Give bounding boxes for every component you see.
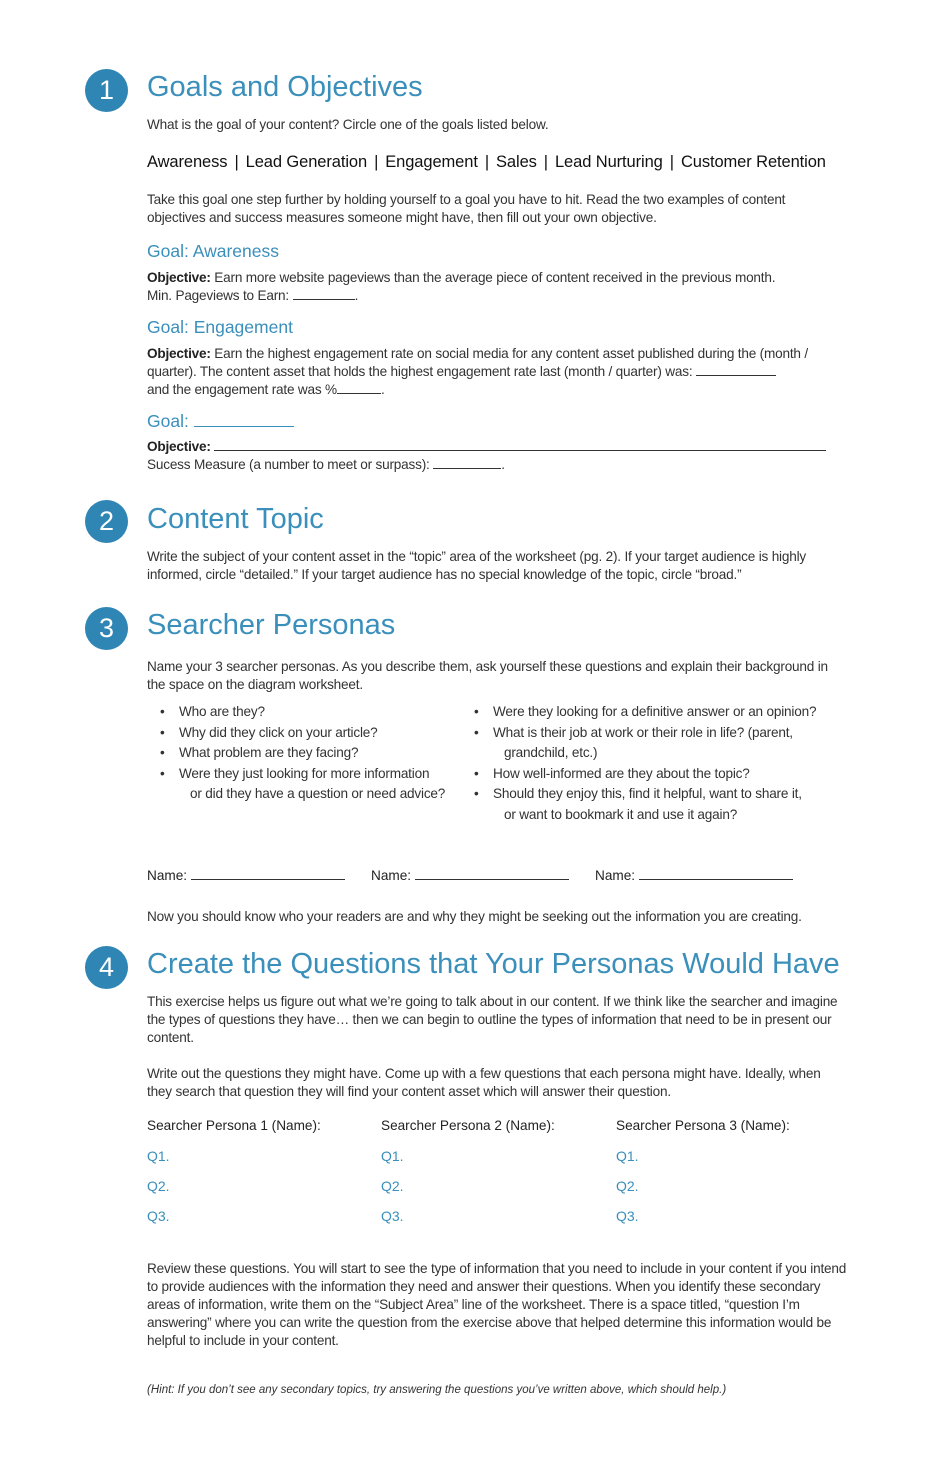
rate-blank[interactable] bbox=[337, 381, 381, 394]
question-label[interactable]: Q3. bbox=[381, 1208, 404, 1224]
hint-text: (Hint: If you don’t see any secondary topics, try answering the questions you’ve written above, which should help.) bbox=[147, 1384, 727, 1396]
goal-option[interactable]: Customer Retention bbox=[680, 153, 826, 171]
persona-name-2: Name: bbox=[371, 867, 569, 883]
content-topic-text: Write the subject of your content asset in the “topic” area of the worksheet (pg. 2). If your target audience is highly informed, circle “detailed.” If your target audience has no special knowledge of the topic, circle “broad.” bbox=[147, 549, 807, 582]
objective-text: Earn more website pageviews than the average piece of content received in the previous month. bbox=[210, 270, 776, 285]
list-item: • Should they enjoy this, find it helpful, want to share it, or want to bookmark it and use it again? bbox=[461, 784, 846, 825]
objective-text: Earn the highest engagement rate on social media for any content asset published during the (month / quarter). The content asset that holds the highest engagement rate last (month / quarter) was: bbox=[147, 346, 808, 379]
list-item: • What is their job at work or their role in life? (parent, grandchild, etc.) bbox=[461, 723, 846, 764]
question-label[interactable]: Q2. bbox=[147, 1178, 170, 1194]
success-measure-label: Sucess Measure (a number to meet or surpass): bbox=[147, 457, 430, 472]
persona-name-blank[interactable] bbox=[639, 867, 793, 880]
section-1-title: Goals and Objectives bbox=[147, 71, 423, 103]
example-awareness-objective: Objective: Earn more website pageviews than the average piece of content received in the previous month. Min. Pageviews to Earn: . bbox=[147, 270, 776, 303]
section-2-title: Content Topic bbox=[147, 503, 324, 535]
questions-para-1: This exercise helps us figure out what we’re going to talk about in our content. If we think like the searcher and imagine the types of questions they have… then we can begin to outline the types of information that need to be in present our content. bbox=[147, 994, 838, 1045]
list-item: • What problem are they facing? bbox=[147, 743, 467, 764]
goal-options bbox=[147, 153, 826, 172]
example-engagement-objective: Objective: Earn the highest engagement rate on social media for any content asset published during the (month / quarter). The content asset that holds the highest engagement rate last (month / quarter) was: and the engagement rate was % . bbox=[147, 346, 808, 397]
list-item: • Were they looking for a definitive answer or an opinion? bbox=[461, 702, 846, 723]
question-label[interactable]: Q3. bbox=[616, 1208, 639, 1224]
objective-label: Objective: bbox=[147, 270, 211, 285]
goals-instructions: Take this goal one step further by holding yourself to a goal you have to hit. Read the two examples of content objectives and success measures someone might have, then fill out your own objective. bbox=[147, 192, 786, 225]
section-3-title: Searcher Personas bbox=[147, 609, 396, 641]
question-label[interactable]: Q2. bbox=[616, 1178, 639, 1194]
question-label[interactable]: Q1. bbox=[147, 1148, 170, 1164]
section-1-number: 1 bbox=[85, 69, 128, 112]
goal-separator: | bbox=[234, 153, 239, 171]
success-measure-blank[interactable] bbox=[433, 456, 501, 469]
goal-option[interactable]: Awareness bbox=[147, 153, 228, 171]
personas-outro: Now you should know who your readers are and why they might be seeking out the information you are creating. bbox=[147, 909, 802, 924]
persona-1-heading: Searcher Persona 1 (Name): bbox=[147, 1118, 321, 1133]
list-item: • Were they just looking for more information or did they have a question or need advice? bbox=[147, 764, 467, 805]
own-goal-heading bbox=[147, 410, 294, 432]
personas-intro: Name your 3 searcher personas. As you describe them, ask yourself these questions and explain their background in the space on the diagram worksheet. bbox=[147, 659, 828, 692]
goal-option[interactable]: Sales bbox=[496, 153, 537, 171]
goal-separator: | bbox=[543, 153, 548, 171]
question-label[interactable]: Q3. bbox=[147, 1208, 170, 1224]
list-item: • How well-informed are they about the topic? bbox=[461, 764, 846, 785]
section-4-title: Create the Questions that Your Personas Would Have bbox=[147, 948, 840, 980]
goal-option[interactable]: Engagement bbox=[385, 153, 478, 171]
review-text: Review these questions. You will start to see the type of information that you need to include in your content if you intend to provide audiences with the information they need and answer their questions. When you identify these secondary areas of information, write them on the “Subject Area” line of the worksheet. There is a space titled, “question I’m answering” where you can write the question from the exercise above that helped determine this information would be helpful to include in your content. bbox=[147, 1261, 847, 1348]
goal-separator: | bbox=[669, 153, 674, 171]
goal-separator: | bbox=[374, 153, 379, 171]
goals-intro: What is the goal of your content? Circle one of the goals listed below. bbox=[147, 117, 549, 132]
asset-blank[interactable] bbox=[696, 363, 776, 376]
list-item: • Why did they click on your article? bbox=[147, 723, 467, 744]
persona-name-blank[interactable] bbox=[415, 867, 569, 880]
question-label[interactable]: Q1. bbox=[616, 1148, 639, 1164]
goal-separator: | bbox=[484, 153, 490, 171]
own-goal-blank[interactable] bbox=[194, 410, 294, 427]
questions-para-2: Write out the questions they might have. Come up with a few questions that each persona might have. Ideally, when they search that question they will find your content asset which will answer their question. bbox=[147, 1066, 821, 1099]
persona-questions-right bbox=[461, 702, 846, 825]
goal-option[interactable]: Lead Nurturing bbox=[554, 153, 663, 171]
persona-name-blank[interactable] bbox=[191, 867, 345, 880]
measure-text: and the engagement rate was % bbox=[147, 382, 337, 397]
persona-2-heading: Searcher Persona 2 (Name): bbox=[381, 1118, 555, 1133]
section-3-number: 3 bbox=[85, 607, 128, 650]
persona-3-heading: Searcher Persona 3 (Name): bbox=[616, 1118, 790, 1133]
section-4-number: 4 bbox=[85, 946, 128, 989]
persona-name-1: Name: bbox=[147, 867, 345, 883]
question-label[interactable]: Q2. bbox=[381, 1178, 404, 1194]
persona-name-3: Name: bbox=[595, 867, 793, 883]
list-item: • Who are they? bbox=[147, 702, 467, 723]
persona-questions-left bbox=[147, 702, 467, 805]
section-2-number: 2 bbox=[85, 500, 128, 543]
example-awareness-heading: Goal: Awareness bbox=[147, 241, 279, 261]
own-objective-blank[interactable] bbox=[214, 438, 826, 451]
question-label[interactable]: Q1. bbox=[381, 1148, 404, 1164]
measure-blank[interactable] bbox=[293, 287, 355, 300]
example-engagement-heading: Goal: Engagement bbox=[147, 317, 293, 337]
goal-option[interactable]: Lead Generation bbox=[245, 153, 368, 171]
own-objective: Objective: Sucess Measure (a number to meet or surpass): . bbox=[147, 438, 847, 474]
objective-label: Objective: bbox=[147, 439, 211, 454]
measure-label: Min. Pageviews to Earn: bbox=[147, 288, 289, 303]
objective-label: Objective: bbox=[147, 346, 211, 361]
own-goal-label: Goal: bbox=[147, 411, 189, 431]
